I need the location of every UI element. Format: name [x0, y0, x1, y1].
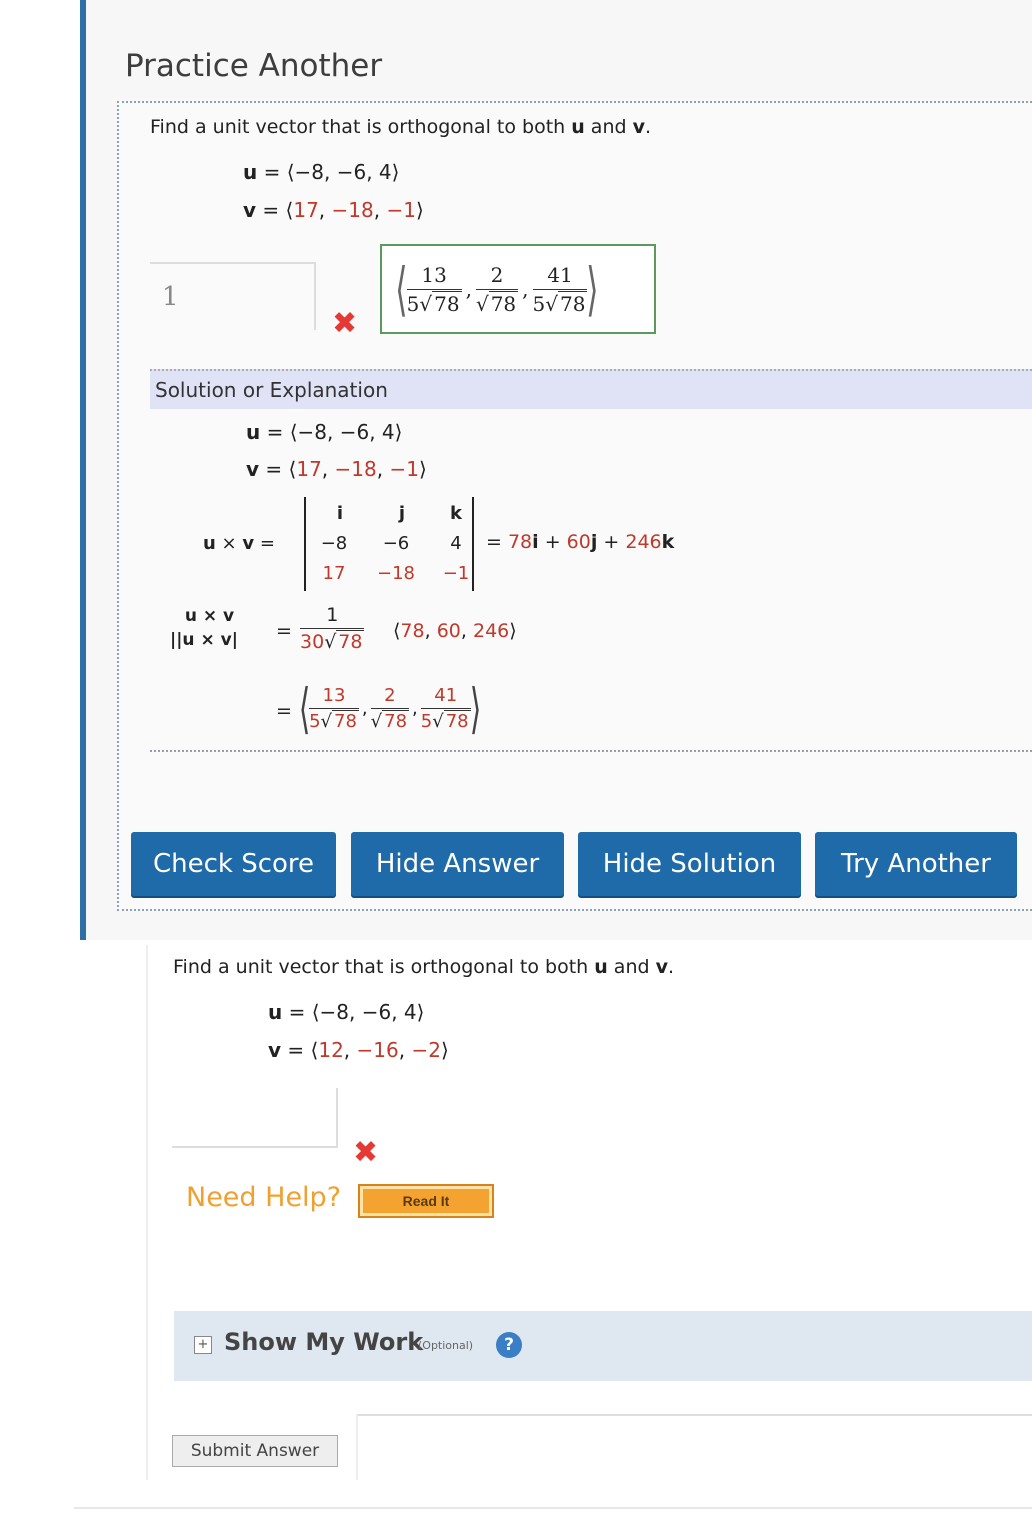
- matrix-cell: −8: [320, 533, 348, 554]
- scaled-vector: [393, 620, 517, 642]
- matrix-cell: 4: [450, 533, 462, 554]
- practice-question-box: [117, 101, 1032, 911]
- frac-den: [300, 629, 364, 653]
- matrix-cell: k: [450, 503, 462, 524]
- need-help-label: Need Help?: [186, 1182, 342, 1213]
- equals-sign: =: [288, 1000, 306, 1024]
- frac-num: 2: [371, 685, 409, 709]
- question-suffix: .: [667, 956, 675, 978]
- frac-den: [371, 709, 409, 732]
- v-label: v: [246, 457, 260, 481]
- comma: ,: [361, 697, 368, 719]
- cross-product-label: [203, 533, 275, 554]
- bracket-open: ⟨: [393, 620, 401, 642]
- equals-row-1: =: [276, 620, 292, 642]
- i-unit: i: [532, 531, 539, 553]
- v-component-1: 12: [318, 1038, 344, 1062]
- sqrt-sign: √: [320, 710, 333, 732]
- i-coefficient: 78: [507, 531, 533, 553]
- radicand: 78: [334, 710, 357, 732]
- sqrt-sign: √: [545, 291, 558, 316]
- frac-num: 13: [407, 263, 462, 290]
- u-vector-value: ⟨−8, −6, 4⟩: [286, 160, 400, 184]
- correct-frac-1: [407, 263, 462, 316]
- times-sign: ×: [215, 533, 243, 554]
- cross-product-result: [486, 531, 674, 553]
- final-frac-1: [309, 685, 359, 732]
- frac-coef: 30: [300, 631, 325, 653]
- v-component-3: −1: [389, 457, 419, 481]
- frac-num: 41: [421, 685, 471, 709]
- u-vector-value: ⟨−8, −6, 4⟩: [311, 1000, 425, 1024]
- scalar-fraction: [300, 604, 364, 653]
- optional-label: (Optional): [418, 1339, 474, 1352]
- frac-den: [309, 709, 359, 732]
- solution-header: Solution or Explanation: [150, 369, 1032, 409]
- comma: ,: [373, 198, 387, 222]
- angle-open: ⟨: [298, 676, 311, 740]
- sqrt-sign: √: [324, 631, 337, 653]
- question-suffix: .: [644, 116, 652, 138]
- vector-u-definition: [243, 160, 399, 184]
- bracket-close: ⟩: [418, 457, 427, 481]
- question2-answer-input[interactable]: [172, 1088, 338, 1148]
- radicand: 78: [559, 291, 586, 316]
- v-component-2: −16: [356, 1038, 399, 1062]
- v-component-1: 17: [296, 457, 322, 481]
- comma: ,: [321, 457, 335, 481]
- scaled-component-1: 78: [400, 620, 425, 642]
- correct-frac-2: [476, 263, 518, 316]
- v-label: v: [243, 198, 257, 222]
- try-another-button[interactable]: Try Another: [815, 832, 1017, 896]
- answer-input[interactable]: [150, 262, 316, 330]
- frac-num: 2: [476, 263, 518, 290]
- incorrect-icon: ✖: [332, 306, 358, 341]
- question-and: and: [584, 116, 633, 138]
- frac-coef: 5: [420, 710, 433, 732]
- v-component-2: −18: [334, 457, 377, 481]
- equals-sign: =: [263, 160, 281, 184]
- sqrt-sign: √: [475, 291, 489, 316]
- radicand: 78: [384, 710, 408, 732]
- submit-divider: [356, 1414, 1032, 1416]
- v-label: v: [268, 1038, 282, 1062]
- solution-v-definition: [246, 457, 427, 481]
- show-my-work-label[interactable]: Show My Work: [224, 1328, 424, 1356]
- unit-vector-fraction: [170, 606, 238, 650]
- comma: ,: [376, 457, 390, 481]
- final-unit-vector: [294, 676, 486, 740]
- comma: ,: [398, 1038, 412, 1062]
- norm-bars-close: |: [231, 630, 238, 650]
- correct-answer-expression: [390, 252, 604, 326]
- frac-num: u × v: [184, 606, 235, 626]
- hide-solution-button[interactable]: Hide Solution: [578, 832, 801, 896]
- page-bottom-rule: [74, 1507, 1032, 1509]
- frac-den: [407, 290, 462, 316]
- practice-question-text: [150, 116, 651, 138]
- submit-divider-vertical: [356, 1414, 358, 1480]
- comma: ,: [343, 1038, 357, 1062]
- matrix-cell: j: [398, 503, 406, 524]
- matrix-cell: 17: [322, 563, 346, 584]
- j-coefficient: 60: [566, 531, 591, 553]
- solution-divider: [150, 750, 1032, 752]
- j-unit: j: [590, 531, 598, 553]
- sqrt-sign: √: [370, 710, 383, 732]
- u-label: u: [268, 1000, 283, 1024]
- incorrect-icon: ✖: [353, 1135, 379, 1170]
- equals-sign: =: [262, 198, 280, 222]
- radicand: 78: [490, 291, 517, 316]
- question2-v-definition: [268, 1038, 449, 1062]
- expand-icon[interactable]: +: [194, 1336, 212, 1354]
- v-component-1: 17: [293, 198, 319, 222]
- frac-num: 41: [533, 263, 588, 290]
- help-icon[interactable]: ?: [496, 1332, 522, 1358]
- bracket-close: ⟩: [509, 620, 517, 642]
- bracket-close: ⟩: [415, 198, 424, 222]
- radicand: 78: [338, 631, 363, 653]
- frac-num: 13: [309, 685, 359, 709]
- vector-v-symbol: v: [655, 956, 668, 978]
- read-it-button[interactable]: Read It: [358, 1184, 494, 1218]
- angle-close: ⟩: [586, 255, 599, 323]
- frac-den: [421, 709, 471, 732]
- equals-sign: =: [266, 420, 284, 444]
- u-vector-value: ⟨−8, −6, 4⟩: [289, 420, 403, 444]
- comma: ,: [522, 277, 529, 301]
- radicand: 78: [445, 710, 469, 732]
- angle-close: ⟩: [469, 676, 481, 740]
- practice-title: Practice Another: [125, 48, 383, 84]
- question2-left-rule: [146, 945, 148, 1480]
- question2-u-definition: [268, 1000, 424, 1024]
- determinant-matrix: [304, 497, 474, 591]
- question-prefix: Find a unit vector that is orthogonal to both: [150, 116, 572, 138]
- frac-coef: 5: [309, 710, 321, 732]
- correct-answer-box: [380, 244, 656, 334]
- k-unit: k: [661, 531, 675, 553]
- hide-answer-button[interactable]: Hide Answer: [351, 832, 564, 896]
- vector-v-symbol: v: [632, 116, 645, 138]
- u-label: u: [243, 160, 258, 184]
- matrix-cell: −6: [382, 533, 410, 554]
- scalar-frac: [300, 604, 364, 653]
- plus-sign: +: [538, 531, 567, 553]
- v-component-3: −2: [411, 1038, 441, 1062]
- show-my-work-bar[interactable]: [174, 1311, 1032, 1381]
- equals-sign: =: [287, 1038, 305, 1062]
- k-coefficient: 246: [625, 531, 662, 553]
- sqrt-sign: √: [432, 710, 444, 732]
- bracket-open: ⟨: [285, 198, 294, 222]
- scaled-component-2: 60: [436, 620, 461, 642]
- vector-u-symbol: u: [571, 116, 585, 138]
- frac-num: 1: [300, 604, 364, 629]
- final-frac-2: [371, 685, 409, 732]
- comma: ,: [460, 620, 473, 642]
- norm-bars-open: ||: [170, 630, 183, 650]
- radicand: 78: [434, 291, 460, 316]
- matrix-cell: −1: [442, 563, 470, 584]
- check-score-button[interactable]: Check Score: [131, 832, 336, 896]
- angle-open: ⟨: [395, 255, 408, 323]
- v-component-3: −1: [386, 198, 416, 222]
- v-component-2: −18: [331, 198, 374, 222]
- bracket-close: ⟩: [440, 1038, 449, 1062]
- frac-den: [533, 290, 588, 316]
- equals-row-2: =: [276, 700, 292, 722]
- submit-answer-button[interactable]: Submit Answer: [172, 1435, 338, 1467]
- equals-sign: =: [486, 531, 508, 553]
- equals-sign: =: [265, 457, 283, 481]
- solution-u-definition: [246, 420, 402, 444]
- bracket-open: ⟨: [288, 457, 297, 481]
- question-and: and: [607, 956, 656, 978]
- scaled-component-3: 246: [472, 620, 510, 642]
- comma: ,: [412, 697, 418, 719]
- bracket-open: ⟨: [310, 1038, 319, 1062]
- norm-content: u × v: [182, 630, 232, 650]
- question2-text: [173, 956, 674, 978]
- u-label: u: [203, 533, 216, 554]
- comma: ,: [424, 620, 437, 642]
- final-frac-3: [421, 685, 471, 732]
- norm-frac: [170, 606, 238, 650]
- plus-sign: +: [597, 531, 626, 553]
- v-label: v: [242, 533, 255, 554]
- vector-v-definition: [243, 198, 424, 222]
- frac-den: [170, 628, 238, 650]
- matrix-cell: i: [336, 503, 344, 524]
- frac-den: [476, 290, 518, 316]
- equals-sign: =: [259, 533, 275, 554]
- comma: ,: [318, 198, 332, 222]
- frac-coef: 5: [406, 291, 420, 316]
- comma: ,: [465, 277, 472, 301]
- u-label: u: [246, 420, 261, 444]
- correct-frac-3: [533, 263, 588, 316]
- vector-u-symbol: u: [594, 956, 608, 978]
- question-prefix: Find a unit vector that is orthogonal to both: [173, 956, 595, 978]
- frac-coef: 5: [532, 291, 546, 316]
- sqrt-sign: √: [419, 291, 433, 316]
- matrix-cell: −18: [377, 563, 415, 584]
